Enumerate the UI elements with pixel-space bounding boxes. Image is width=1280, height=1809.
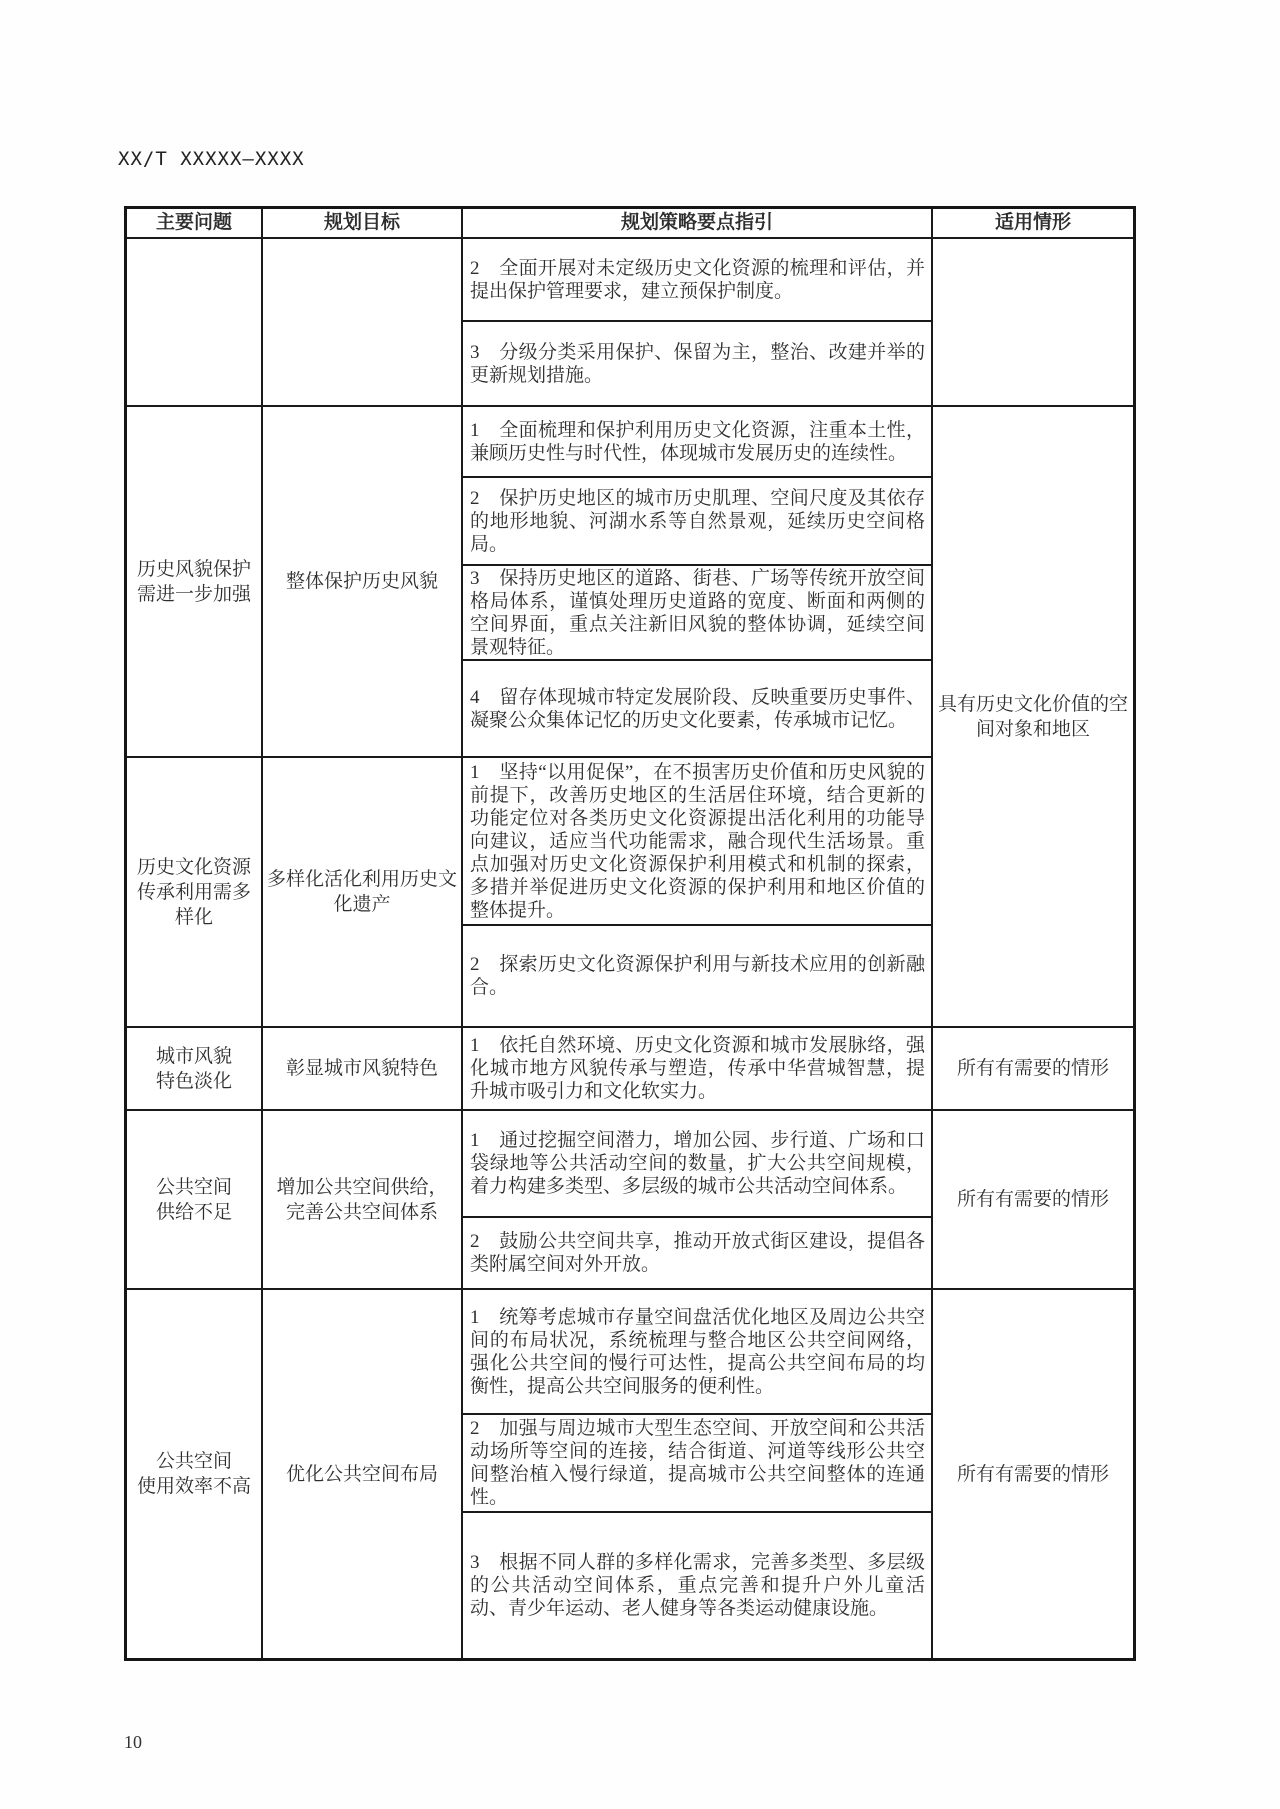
applicable-cell-historic-culture: 具有历史文化价值的空间对象和地区 — [933, 407, 1133, 1028]
planning-strategy-table — [124, 206, 1136, 1661]
problem-cell-heritage-utilization — [127, 758, 263, 1028]
strategy-cell: 1 全面梳理和保护利用历史文化资源，注重本土性，兼顾历史性与时代性，体现城市发展历史的连续性。 — [463, 407, 933, 478]
strategy-cell: 1 坚持“以用促保”，在不损害历史价值和历史风貌的前提下，改善历史地区的生活居住环境，结合更新的功能定位对各类历史文化资源提出活化利用的功能导向建议，适应当代功能需求，融合现代生活场景。重点加强对历史文化资源保护利用模式和机制的探索，多措并举促进历史文化资源的保护利用和地区价值的整体提升。 — [463, 758, 933, 926]
problem-cell-space-supply — [127, 1111, 263, 1290]
problem-line: 使用效率不高 — [136, 1476, 251, 1497]
strategy-cell: 2 保护历史地区的城市历史肌理、空间尺度及其依存的地形地貌、河湖水系等自然景观，延续历史空间格局。 — [463, 478, 933, 566]
page-number: 10 — [124, 1732, 142, 1752]
goal-cell-continuation — [263, 239, 463, 407]
strategy-cell: 2 全面开展对未定级历史文化资源的梳理和评估，并提出保护管理要求，建立预保护制度。 — [463, 239, 933, 322]
goal-line: 多样化活化利用历史文 — [266, 869, 457, 890]
doc-code: XX/T XXXXX—XXXX — [118, 148, 305, 170]
problem-line: 公共空间 — [155, 1176, 232, 1198]
header-cell-applicable: 适用情形 — [933, 209, 1133, 239]
applicable-cell-continuation — [933, 239, 1133, 407]
goal-line: 增加公共空间供给， — [276, 1176, 448, 1198]
problem-cell-space-efficiency — [127, 1290, 263, 1658]
goal-line: 化遗产 — [333, 894, 391, 915]
strategy-cell: 1 通过挖掘空间潜力，增加公园、步行道、广场和口袋绿地等公共活动空间的数量，扩大公共空间规模，着力构建多类型、多层级的城市公共活动空间体系。 — [463, 1111, 933, 1218]
strategy-cell: 2 探索历史文化资源保护利用与新技术应用的创新融合。 — [463, 926, 933, 1028]
problem-cell-historic-character — [127, 407, 263, 758]
problem-line: 历史风貌保护 — [136, 558, 251, 580]
goal-line: 完善公共空间体系 — [285, 1201, 438, 1223]
strategy-cell: 2 鼓励公共空间共享，推动开放式街区建设，提倡各类附属空间对外开放。 — [463, 1218, 933, 1290]
problem-line: 传承利用需多 — [136, 881, 251, 903]
problem-line: 需进一步加强 — [136, 583, 251, 605]
header-cell-strategy: 规划策略要点指引 — [463, 209, 933, 239]
applicable-cell-cityscape: 所有有需要的情形 — [933, 1028, 1133, 1111]
goal-cell-space-efficiency — [263, 1290, 463, 1658]
goal-cell-cityscape — [263, 1028, 463, 1111]
strategy-cell: 4 留存体现城市特定发展阶段、反映重要历史事件、凝聚公众集体记忆的历史文化要素，传承城市记忆。 — [463, 661, 933, 758]
goal-line: 整体保护历史风貌 — [285, 571, 438, 592]
header-cell-problem: 主要问题 — [127, 209, 263, 239]
goal-line: 彰显城市风貌特色 — [285, 1058, 438, 1079]
problem-line: 样化 — [174, 906, 213, 928]
problem-cell-continuation — [127, 239, 263, 407]
goal-cell-historic-character — [263, 407, 463, 758]
strategy-cell: 3 根据不同人群的多样化需求，完善多类型、多层级的公共活动空间体系，重点完善和提升户外儿童活动、青少年运动、老人健身等各类运动健康设施。 — [463, 1513, 933, 1658]
goal-cell-space-supply — [263, 1111, 463, 1290]
strategy-cell: 1 统筹考虑城市存量空间盘活优化地区及周边公共空间的布局状况，系统梳理与整合地区公共空间网络，强化公共空间的慢行可达性，提高公共空间布局的均衡性，提高公共空间服务的便利性。 — [463, 1290, 933, 1415]
problem-line: 城市风貌 — [155, 1045, 232, 1067]
strategy-cell: 1 依托自然环境、历史文化资源和城市发展脉络，强化城市地方风貌传承与塑造，传承中华营城智慧，提升城市吸引力和文化软实力。 — [463, 1028, 933, 1111]
problem-line: 供给不足 — [155, 1201, 232, 1223]
applicable-cell-space-supply: 所有有需要的情形 — [933, 1111, 1133, 1290]
problem-line: 历史文化资源 — [136, 856, 251, 878]
strategy-cell: 2 加强与周边城市大型生态空间、开放空间和公共活动场所等空间的连接，结合街道、河道等线形公共空间整治植入慢行绿道，提高城市公共空间整体的连通性。 — [463, 1415, 933, 1513]
goal-cell-heritage-utilization — [263, 758, 463, 1028]
problem-cell-cityscape — [127, 1028, 263, 1111]
strategy-cell: 3 保持历史地区的道路、街巷、广场等传统开放空间格局体系，谨慎处理历史道路的宽度、断面和两侧的空间界面，重点关注新旧风貌的整体协调，延续空间景观特征。 — [463, 566, 933, 661]
goal-line: 优化公共空间布局 — [285, 1463, 438, 1485]
problem-line: 公共空间 — [155, 1451, 232, 1472]
strategy-cell: 3 分级分类采用保护、保留为主，整治、改建并举的更新规划措施。 — [463, 322, 933, 407]
header-cell-goal: 规划目标 — [263, 209, 463, 239]
applicable-cell-space-efficiency: 所有有需要的情形 — [956, 1463, 1109, 1485]
problem-line: 特色淡化 — [155, 1070, 232, 1092]
